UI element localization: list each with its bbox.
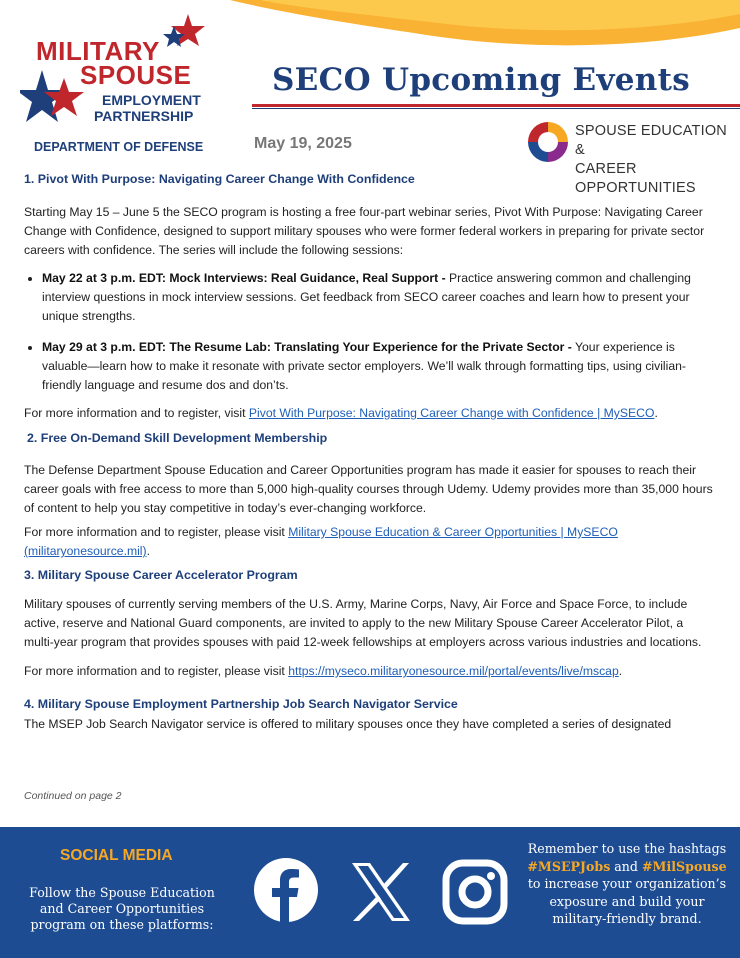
register-link[interactable]: https://myseco.militaryonesource.mil/portal/events/live/mscap [288, 664, 619, 678]
seco-swirl-icon [524, 118, 572, 166]
more-info-text: For more information and to register, please visit [24, 664, 289, 678]
session-title: May 22 at 3 p.m. EDT: Mock Interviews: Real Guidance, Real Support - [42, 271, 446, 285]
list-item [42, 269, 716, 326]
title-divider [252, 104, 740, 107]
register-link[interactable]: Pivot With Purpose: Navigating Career Change with Confidence | MySECO [248, 406, 655, 420]
logo-text-military: MILITARY [36, 36, 160, 66]
main-content [24, 170, 716, 734]
session-description: Practice answering common and challenging interview questions in mock interview sessions. Get feedback from SECO career coaches and learn how to present your unique strengths. [42, 271, 691, 323]
seco-logo-line2: CAREER OPPORTUNITIES [575, 161, 696, 196]
section-heading: 4. Military Spouse Employment Partnership Job Search Navigator Service [24, 697, 458, 711]
register-link[interactable]: Military Spouse Education & Career Opportunities | MySECO (militaryonesource.mil) [24, 525, 618, 558]
footer-banner [0, 827, 740, 958]
more-info-suffix: . [654, 406, 658, 420]
logo-text-partnership: PARTNERSHIP [94, 108, 194, 124]
hashtag-milspouse: #MilSpouse [641, 858, 727, 874]
hashtag-msepjobs: #MSEPJobs [527, 858, 611, 874]
session-title: May 29 at 3 p.m. EDT: The Resume Lab: Translating Your Experience for the Private Sector - [42, 340, 572, 354]
hashtag-text: to increase your organization’s exposure and build your military-friendly brand. [527, 876, 727, 926]
msep-logo [22, 14, 232, 154]
more-info-text: For more information and to register, please visit [24, 525, 289, 539]
logo-text-dod: DEPARTMENT OF DEFENSE [34, 140, 204, 154]
issue-date: May 19, 2025 [254, 135, 352, 152]
more-info [24, 523, 716, 561]
instagram-icon[interactable] [442, 859, 508, 925]
social-media-text: Follow the Spouse Education and Career Opportunities program on these platforms: [29, 885, 215, 932]
more-info-text: For more information and to register, visit [24, 406, 249, 420]
star-icon [162, 12, 208, 52]
logo-text-spouse: SPOUSE [80, 60, 192, 90]
session-list [24, 269, 716, 395]
section-body: The Defense Department Spouse Education and Career Opportunities program has made it easier for spouses to reach their career goals with free access to more than 5,000 high-quality courses through Udemy. Udemy provides more than 35,000 hours of content to help you stay competitive in today’s ever-changing workforce. [24, 463, 713, 515]
page-title: SECO Upcoming Events [272, 62, 691, 98]
social-media-heading: SOCIAL MEDIA [60, 847, 173, 864]
section-heading: 1. Pivot With Purpose: Navigating Career Change With Confidence [24, 172, 415, 186]
section-heading: 3. Military Spouse Career Accelerator Program [24, 568, 298, 582]
section-body: Military spouses of currently serving members of the U.S. Army, Marine Corps, Navy, Air Force and Space Force, to include active, reserve and National Guard components, are invited to apply to the new Military Spouse Career Accelerator Pilot, a multi-year program that provides spouses with paid 12-week fellowships at employers across various industries and locations. [24, 597, 702, 649]
more-info-suffix: . [146, 544, 150, 558]
more-info [24, 404, 716, 423]
more-info-suffix: . [618, 664, 623, 678]
continued-note: Continued on page 2 [24, 790, 122, 802]
more-info [24, 662, 716, 681]
facebook-icon[interactable] [253, 857, 319, 923]
hashtag-text: Remember to use the hashtags [527, 841, 727, 856]
session-description: Your experience is valuable—learn how to make it resonate with private sector employers. We’ll walk through formatting tips, using civilian-friendly language and resume dos and don’ts. [42, 340, 686, 392]
seco-logo-line1: SPOUSE EDUCATION & [575, 123, 727, 158]
hashtag-reminder [524, 840, 730, 928]
logo-text-employment: EMPLOYMENT [102, 92, 201, 108]
list-item [42, 338, 716, 395]
section-body: Starting May 15 – June 5 the SECO program is hosting a free four-part webinar series, Pivot With Purpose: Navigating Career Change with Confidence, designed to support military spouses who were former federal workers in preparing for private sector careers with confidence. The series will include the following sessions: [24, 205, 705, 257]
x-icon[interactable] [348, 859, 414, 925]
hashtag-text: and [610, 858, 642, 874]
title-divider [252, 108, 740, 109]
section-body: The MSEP Job Search Navigator service is offered to military spouses once they have completed a series of designated [24, 717, 672, 731]
section-heading: 2. Free On-Demand Skill Development Membership [27, 431, 328, 445]
